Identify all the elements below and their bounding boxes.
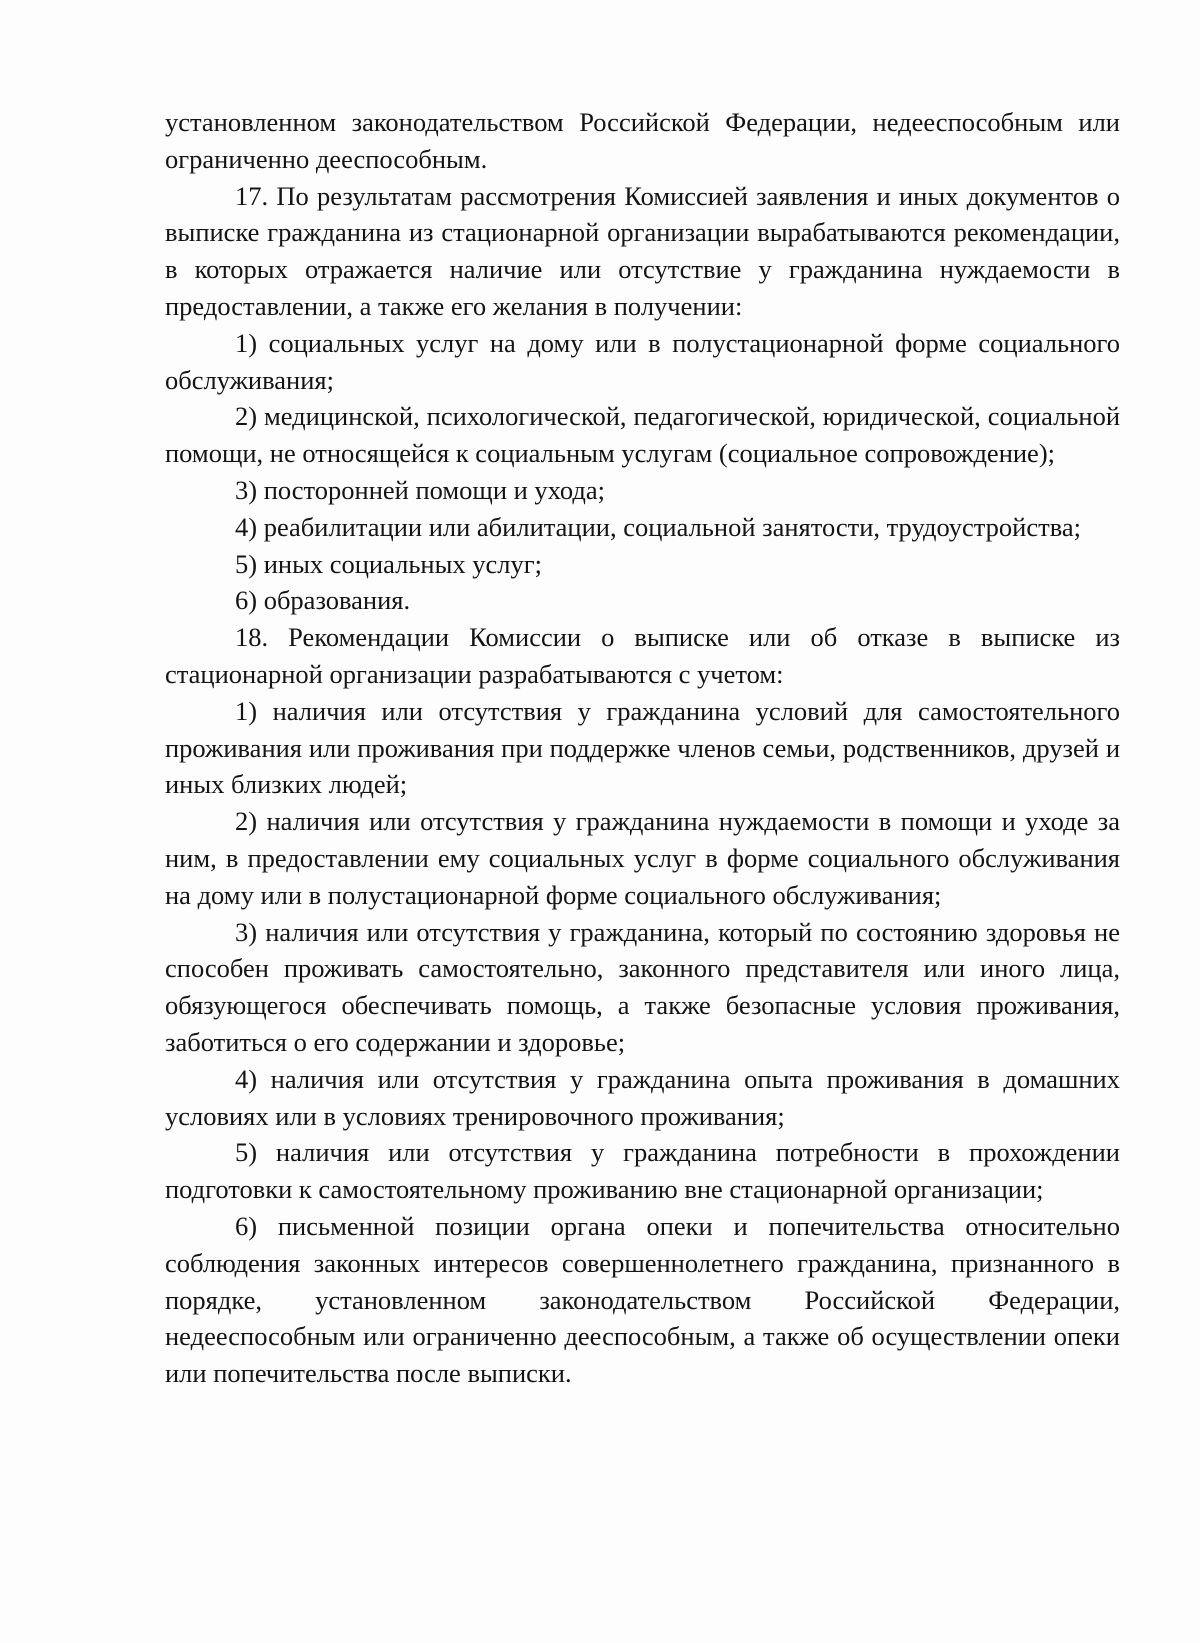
paragraph-17-sub-2: 2) медицинской, психологической, педагогической, юридической, социальной помощи, не относящейся к социальным услугам (социальное сопровождение); bbox=[165, 401, 1120, 469]
paragraph-17-sub-6: 6) образования. bbox=[235, 585, 411, 616]
paragraph-item-17: 17. По результатам рассмотрения Комиссией заявления и иных документов о выписке гражданина из стационарной организации вырабатываются рекомендации, в которых отражается наличие или отсутствие у гражданина нуждаемости в предоставлении, а также его желания в получении: bbox=[165, 180, 1120, 321]
paragraph-18-sub-6: 6) письменной позиции органа опеки и попечительства относительно соблюдения законных интересов совершеннолетнего гражданина, признанного в порядке, установленном законодательством Российской Федерации, недееспособным или ограниченно дееспособным, а также об осуществлении опеки или попечительства после выписки. bbox=[165, 1210, 1120, 1389]
paragraph-17-sub-4: 4) реабилитации или абилитации, социальной занятости, трудоустройства; bbox=[235, 511, 1081, 542]
paragraph-17-sub-1: 1) социальных услуг на дому или в полустационарной форме социального обслуживания; bbox=[165, 327, 1120, 395]
paragraph-18-sub-2: 2) наличия или отсутствия у гражданина нуждаемости в помощи и уходе за ним, в предоставлении ему социальных услуг в форме социального обслуживания на дому или в полустационарной форме социального обслуживания; bbox=[165, 806, 1120, 910]
paragraph-18-sub-3: 3) наличия или отсутствия у гражданина, который по состоянию здоровья не способен проживать самостоятельно, законного представителя или иного лица, обязующегося обеспечивать помощь, а также безопасные условия проживания, заботиться о его содержании и здоровье; bbox=[165, 916, 1120, 1057]
paragraph-17-sub-3: 3) посторонней помощи и ухода; bbox=[235, 474, 606, 505]
paragraph-17-sub-5: 5) иных социальных услуг; bbox=[235, 548, 543, 579]
paragraph-continuation: установленном законодательством Российской Федерации, недееспособным или ограниченно дееспособным. bbox=[165, 107, 1120, 174]
paragraph-18-sub-4: 4) наличия или отсутствия у гражданина опыта проживания в домашних условиях или в условиях тренировочного проживания; bbox=[165, 1063, 1120, 1131]
paragraph-18-sub-5: 5) наличия или отсутствия у гражданина потребности в прохождении подготовки к самостоятельному проживанию вне стационарной организации; bbox=[165, 1137, 1120, 1205]
paragraph-item-18: 18. Рекомендации Комиссии о выписке или об отказе в выписке из стационарной организации разрабатываются с учетом: bbox=[165, 622, 1120, 689]
paragraph-18-sub-1: 1) наличия или отсутствия у гражданина условий для самостоятельного проживания или проживания при поддержке членов семьи, родственников, друзей и иных близких людей; bbox=[165, 695, 1120, 800]
document-text bbox=[165, 104, 1120, 1392]
